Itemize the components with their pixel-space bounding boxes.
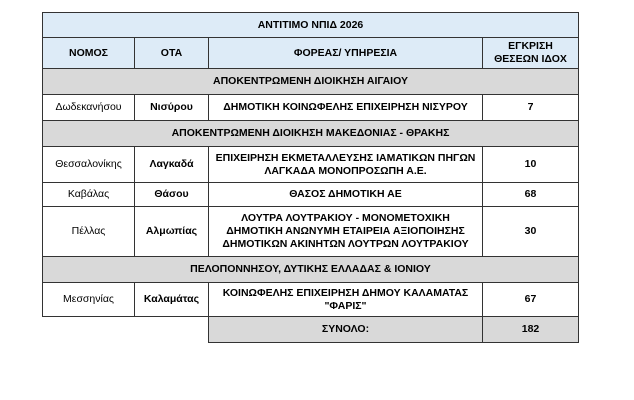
cell-nomos: Μεσσηνίας <box>43 283 135 317</box>
cell-value: 10 <box>483 147 579 183</box>
cell-ota: Νισύρου <box>135 95 209 121</box>
cell-nomos: Πέλλας <box>43 207 135 257</box>
cell-nomos: Θεσσαλονίκης <box>43 147 135 183</box>
total-value: 182 <box>483 317 579 343</box>
cell-ota: Λαγκαδά <box>135 147 209 183</box>
table-row <box>43 183 579 207</box>
cell-ota: Καλαμάτας <box>135 283 209 317</box>
table-title: ΑΝΤΙΤΙΜΟ ΝΠΙΔ 2026 <box>43 13 579 38</box>
total-row <box>43 317 579 343</box>
region-row <box>43 121 579 147</box>
positions-table <box>42 12 579 343</box>
header-foreas: ΦΟΡΕΑΣ/ ΥΠΗΡΕΣΙΑ <box>209 38 483 69</box>
cell-value: 68 <box>483 183 579 207</box>
cell-value: 7 <box>483 95 579 121</box>
table-row <box>43 95 579 121</box>
cell-nomos: Καβάλας <box>43 183 135 207</box>
title-row <box>43 13 579 38</box>
table-row <box>43 147 579 183</box>
cell-foreas: ΘΑΣΟΣ ΔΗΜΟΤΙΚΗ ΑΕ <box>209 183 483 207</box>
cell-value: 30 <box>483 207 579 257</box>
cell-foreas: ΔΗΜΟΤΙΚΗ ΚΟΙΝΩΦΕΛΗΣ ΕΠΙΧΕΙΡΗΣΗ ΝΙΣΥΡΟΥ <box>209 95 483 121</box>
region-row <box>43 257 579 283</box>
table-row <box>43 283 579 317</box>
cell-foreas: ΛΟΥΤΡΑ ΛΟΥΤΡΑΚΙΟΥ - ΜΟΝΟΜΕΤΟΧΙΚΗ ΔΗΜΟΤΙΚΗ ΑΝΩΝΥΜΗ ΕΤΑΙΡΕΙΑ ΑΞΙΟΠΟΙΗΣΗΣ ΔΗΜΟΤΙΚΩΝ ΑΚΙΝΗΤΩΝ ΛΟΥΤΡΩΝ ΛΟΥΤΡΑΚΙΟΥ <box>209 207 483 257</box>
header-row <box>43 38 579 69</box>
region-name: ΑΠΟΚΕΝΤΡΩΜΕΝΗ ΔΙΟΙΚΗΣΗ ΜΑΚΕΔΟΝΙΑΣ - ΘΡΑΚΗΣ <box>43 121 579 147</box>
total-label: ΣΥΝΟΛΟ: <box>209 317 483 343</box>
blank-cell <box>43 317 135 343</box>
header-nomos: ΝΟΜΟΣ <box>43 38 135 69</box>
region-row <box>43 69 579 95</box>
cell-foreas: ΕΠΙΧΕΙΡΗΣΗ ΕΚΜΕΤΑΛΛΕΥΣΗΣ ΙΑΜΑΤΙΚΩΝ ΠΗΓΩΝ ΛΑΓΚΑΔΑ ΜΟΝΟΠΡΟΣΩΠΗ Α.Ε. <box>209 147 483 183</box>
header-egkrisi: ΕΓΚΡΙΣΗ ΘΕΣΕΩΝ ΙΔΟΧ <box>483 38 579 69</box>
header-ota: ΟΤΑ <box>135 38 209 69</box>
cell-foreas: ΚΟΙΝΩΦΕΛΗΣ ΕΠΙΧΕΙΡΗΣΗ ΔΗΜΟΥ ΚΑΛΑΜΑΤΑΣ "ΦΑΡΙΣ" <box>209 283 483 317</box>
cell-ota: Αλμωπίας <box>135 207 209 257</box>
cell-value: 67 <box>483 283 579 317</box>
blank-cell <box>135 317 209 343</box>
table-row <box>43 207 579 257</box>
region-name: ΑΠΟΚΕΝΤΡΩΜΕΝΗ ΔΙΟΙΚΗΣΗ ΑΙΓΑΙΟΥ <box>43 69 579 95</box>
region-name: ΠΕΛΟΠΟΝΝΗΣΟΥ, ΔΥΤΙΚΗΣ ΕΛΛΑΔΑΣ & ΙΟΝΙΟΥ <box>43 257 579 283</box>
cell-ota: Θάσου <box>135 183 209 207</box>
cell-nomos: Δωδεκανήσου <box>43 95 135 121</box>
